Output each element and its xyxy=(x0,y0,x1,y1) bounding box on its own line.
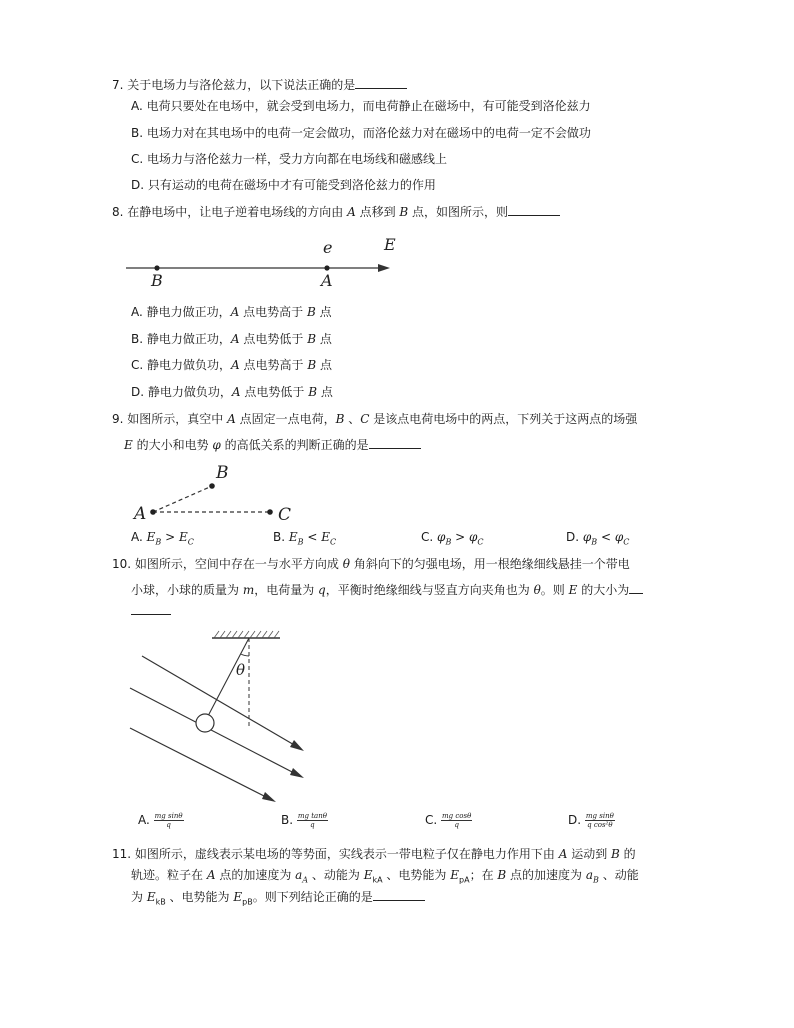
label-a: A xyxy=(134,504,147,524)
point-b xyxy=(154,265,159,270)
point-a xyxy=(324,265,329,270)
q9-figure xyxy=(130,458,330,525)
point-c xyxy=(267,509,273,515)
q9-stem-line2: E 的大小和电势 φ 的高低关系的判断正确的是 xyxy=(124,437,421,453)
label-electron: e xyxy=(323,238,333,257)
q8-stem: 8. 在静电场中，让电子逆着电场线的方向由 A 点移到 B 点，如图所示，则 xyxy=(112,204,560,220)
q7-option-a: A. 电荷只要处在电场中，就会受到电场力，而电荷静止在磁场中，有可能受到洛伦兹力 xyxy=(131,99,591,113)
answer-blank-end xyxy=(131,603,171,615)
ceiling-hatch xyxy=(214,631,279,638)
q10-figure xyxy=(128,628,328,808)
q10-option-b: B. $\frac{\text{mg tanθ}}{q}$ xyxy=(281,812,327,829)
answer-blank xyxy=(373,889,425,901)
label-b: B xyxy=(216,463,229,483)
field-arrow-icon xyxy=(378,264,390,272)
label-a: A xyxy=(321,271,333,290)
point-b xyxy=(209,483,215,489)
q9-option-d: D. $\varphi_B < \varphi_C$ xyxy=(566,530,630,547)
answer-blank xyxy=(508,204,560,216)
q10-option-a: A. $\frac{\text{mg sinθ}}{q}$ xyxy=(138,812,183,829)
q7-option-c: C. 电场力与洛伦兹力一样，受力方向都在电场线和磁感线上 xyxy=(131,152,448,166)
q8-option-d: D. 静电力做负功，A 点电势低于 B 点 xyxy=(131,385,333,399)
q8-option-a: A. 静电力做正功，A 点电势高于 B 点 xyxy=(131,305,332,319)
point-a xyxy=(150,509,156,515)
q10-option-c: C. $\frac{\text{mg cosθ}}{q}$ xyxy=(425,812,472,829)
charged-ball xyxy=(196,714,214,732)
answer-blank-start xyxy=(629,582,643,594)
answer-blank xyxy=(355,77,407,89)
label-b: B xyxy=(151,271,163,290)
q8-option-c: C. 静电力做负功，A 点电势高于 B 点 xyxy=(131,358,332,372)
q11-stem-line3: 为 $E_{kB}$ 、电势能为 $E_{pB}$。则下列结论正确的是 xyxy=(131,889,425,910)
line-a-b xyxy=(153,486,212,512)
label-theta: θ xyxy=(236,661,246,679)
q8-option-b: B. 静电力做正功，A 点电势低于 B 点 xyxy=(131,332,332,346)
answer-blank xyxy=(369,437,421,449)
q8-figure xyxy=(120,232,420,292)
field-arrow-icon xyxy=(290,740,304,751)
q10-option-d: D. $\frac{\text{mg sinθ}}{\text{q cos²θ}}$ xyxy=(568,812,614,829)
field-arrow-icon xyxy=(262,792,276,802)
q9-stem-line1: 9. 如图所示，真空中 A 点固定一点电荷，B 、C 是该点电荷电场中的两点，下列关于这两点的场强 xyxy=(112,412,638,426)
label-field: E xyxy=(384,235,396,254)
q11-stem-line1: 11. 如图所示，虚线表示某电场的等势面，实线表示一带电粒子仅在静电力作用下由 A 运动到 B 的 xyxy=(112,847,636,861)
q9-option-b: B. $E_B < E_C$ xyxy=(273,530,337,547)
q9-option-a: A. $E_B > E_C$ xyxy=(131,530,194,547)
q7-stem: 7. 关于电场力与洛伦兹力，以下说法正确的是 xyxy=(112,77,407,93)
q10-blank-continued xyxy=(131,603,171,619)
angle-arc xyxy=(241,654,249,656)
q7-option-d: D. 只有运动的电荷在磁场中才有可能受到洛伦兹力的作用 xyxy=(131,178,436,192)
q9-option-c: C. $\varphi_B > \varphi_C$ xyxy=(421,530,484,547)
q10-stem-line2: 小球，小球的质量为 m，电荷量为 q，平衡时绝缘细线与竖直方向夹角也为 θ。则 E 的大小为 xyxy=(131,582,643,598)
q11-stem-line2: 轨迹。粒子在 A 点的加速度为 $a_A$ 、动能为 $E_{kA}$ 、电势能为 $E_{pA}$；在 B 点的加速度为 $a_B$ 、动能 xyxy=(131,868,639,885)
q7-option-b: B. 电场力对在其电场中的电荷一定会做功，而洛伦兹力对在磁场中的电荷一定不会做功 xyxy=(131,126,591,140)
q10-stem-line1: 10. 如图所示，空间中存在一与水平方向成 θ 角斜向下的匀强电场，用一根绝缘细线悬挂一个带电 xyxy=(112,557,630,571)
label-c: C xyxy=(278,505,292,525)
field-arrow-icon xyxy=(290,768,304,778)
